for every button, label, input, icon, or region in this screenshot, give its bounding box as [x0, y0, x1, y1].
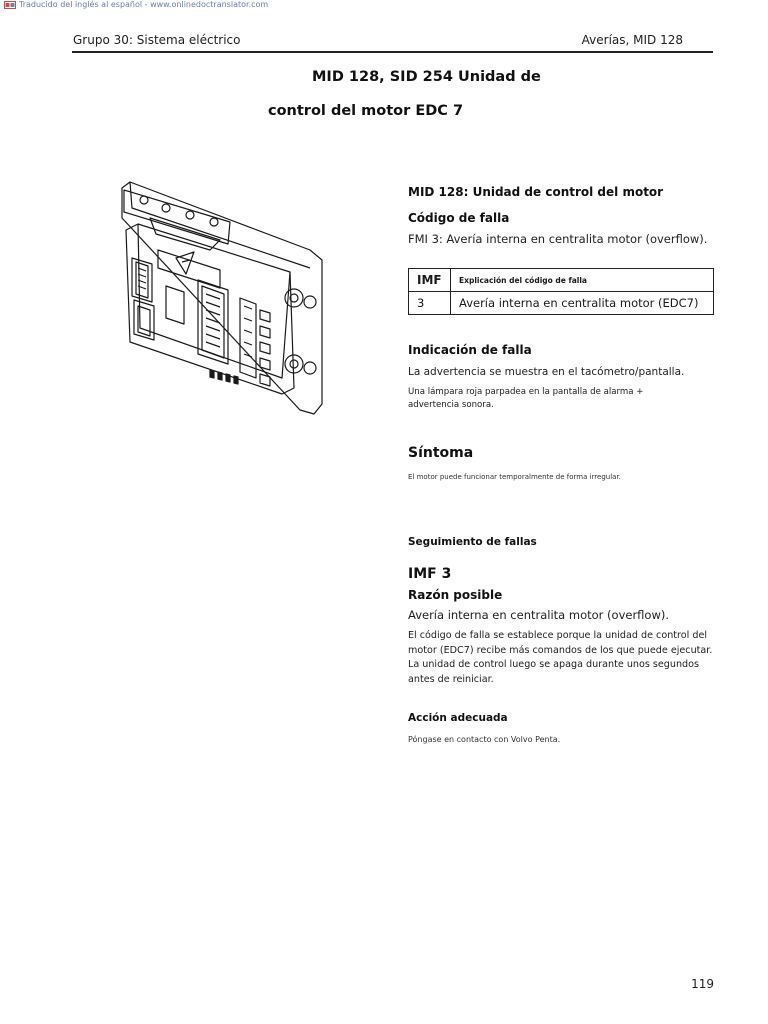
table-header-cell: IMF — [409, 269, 451, 292]
reason-text: Avería interna en centralita motor (overflow). — [408, 608, 670, 622]
indication-heading: Indicación de falla — [408, 343, 532, 357]
page-title-line1: MID 128, SID 254 Unidad de — [312, 69, 541, 85]
translator-banner[interactable] — [4, 0, 268, 9]
action-heading: Acción adecuada — [408, 712, 508, 724]
header-chapter: Averías, MID 128 — [581, 33, 683, 47]
symptom-text: El motor puede funcionar temporalmente de forma irregular. — [408, 473, 621, 481]
reason-heading: Razón posible — [408, 588, 503, 602]
table-cell: 3 — [409, 292, 451, 315]
fault-code-heading: Código de falla — [408, 211, 510, 225]
table-cell: Avería interna en centralita motor (EDC7) — [451, 292, 714, 315]
translator-banner-text[interactable]: Traducido del inglés al español - www.onlinedoctranslator.com — [19, 0, 269, 9]
fault-code-table — [408, 268, 714, 315]
indication-lamp-text: Una lámpara roja parpadea en la pantalla de alarma + advertencia sonora. — [408, 387, 644, 410]
header-rule — [72, 51, 713, 53]
translator-logo-icon — [4, 1, 16, 9]
unit-heading: MID 128: Unidad de control del motor — [408, 185, 664, 199]
table-row — [409, 292, 714, 315]
symptom-heading: Síntoma — [408, 445, 474, 461]
page-title-line2: control del motor EDC 7 — [268, 103, 464, 119]
table-header-row — [409, 269, 714, 292]
page-number: 119 — [691, 977, 714, 991]
tracking-heading: Seguimiento de fallas — [408, 536, 537, 548]
indication-text: La advertencia se muestra en el tacómetro/pantalla. — [408, 366, 685, 378]
table-header-cell: Explicación del código de falla — [451, 269, 714, 292]
fault-code-text: FMI 3: Avería interna en centralita motor (overflow). — [408, 232, 708, 246]
action-text: Póngase en contacto con Volvo Penta. — [408, 735, 561, 744]
reason-explanation: El código de falla se establece porque la unidad de control del motor (EDC7) recibe más comandos de los que puede ejecutar. La unidad de control luego se apaga durante unos segundos antes de reiniciar. — [408, 630, 713, 685]
header-section: Grupo 30: Sistema eléctrico — [73, 33, 241, 47]
imf3-heading: IMF 3 — [408, 566, 452, 582]
engine-control-unit-illustration — [110, 178, 332, 418]
